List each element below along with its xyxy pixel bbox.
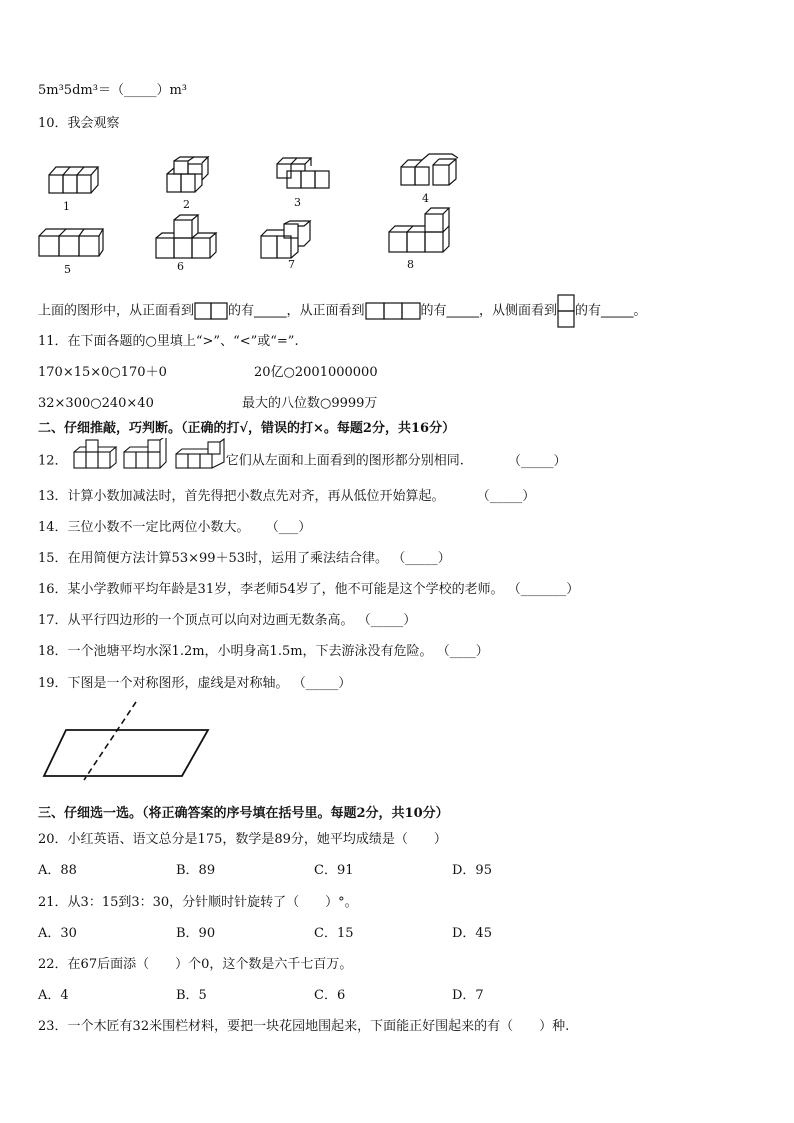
q12-number: 12． bbox=[38, 453, 68, 469]
q15-text: 15．在用简便方法计算53×99＋53时，运用了乘法结合律。 bbox=[38, 551, 389, 566]
cube-figure-1 bbox=[46, 160, 106, 200]
q17-text: 17．从平行四边形的一个顶点可以向对边画无数条高。 bbox=[38, 613, 354, 628]
cube-figure-5 bbox=[36, 224, 106, 264]
q19-answer-blank[interactable]: （_____） bbox=[292, 676, 352, 691]
figure-number-8: 8 bbox=[407, 258, 414, 271]
q21-option-b[interactable]: B．90 bbox=[176, 926, 216, 941]
q21-option-a[interactable]: A．30 bbox=[38, 926, 77, 941]
cube-figure-7 bbox=[258, 220, 316, 262]
q10-part2: 的有_____，从正面看到 bbox=[228, 303, 365, 319]
q16-text: 16．某小学教师平均年龄是31岁，李老师54岁了，他不可能是这个学校的老师。 bbox=[38, 582, 504, 597]
tf-question-19 bbox=[38, 675, 351, 693]
tf-question-15 bbox=[38, 550, 451, 568]
q11-item-4: 最大的八位数○9999万 bbox=[242, 396, 378, 411]
q22-option-a[interactable]: A．4 bbox=[38, 988, 69, 1003]
q22-option-b[interactable]: B．5 bbox=[176, 988, 207, 1003]
section2-header: 二、仔细推敲，巧判断。（正确的打√，错误的打×。每题2分，共16分） bbox=[38, 421, 456, 436]
figure-number-1: 1 bbox=[63, 200, 70, 213]
q19-text: 19．下图是一个对称图形，虚线是对称轴。 bbox=[38, 676, 289, 691]
mc-question-21: 21．从3：15到3：30，分针顺时针旋转了（ ）°。 bbox=[38, 895, 358, 910]
q10-title: 10．我会观察 bbox=[38, 116, 120, 131]
figure-number-6: 6 bbox=[177, 260, 184, 273]
cube-figure-6 bbox=[153, 214, 219, 262]
two-square-view-icon bbox=[194, 302, 228, 320]
q22-option-c[interactable]: C．6 bbox=[314, 988, 346, 1003]
parallelogram-figure bbox=[40, 700, 210, 782]
cube-figure-2 bbox=[164, 156, 218, 200]
figure-number-7: 7 bbox=[288, 258, 295, 271]
q11-item-3: 32×300○240×40 bbox=[38, 396, 154, 411]
q10-part1: 上面的图形中，从正面看到 bbox=[38, 303, 195, 319]
tf-question-17 bbox=[38, 612, 416, 630]
q14-answer-blank[interactable]: （___） bbox=[265, 520, 312, 535]
q16-answer-blank[interactable]: （_______） bbox=[507, 582, 580, 597]
q21-option-d[interactable]: D．45 bbox=[452, 926, 492, 941]
tf-question-14 bbox=[38, 519, 311, 537]
q11-title: 11．在下面各题的○里填上“>”、“<”或“=”. bbox=[38, 334, 299, 349]
tf-question-13 bbox=[38, 488, 535, 506]
q12-text: 它们从左面和上面看到的图形都分别相同. bbox=[225, 453, 464, 469]
tf-question-16 bbox=[38, 581, 579, 599]
q11-item-2: 20亿○2001000000 bbox=[254, 365, 378, 380]
q21-option-c[interactable]: C．15 bbox=[314, 926, 354, 941]
q17-answer-blank[interactable]: （_____） bbox=[357, 613, 417, 628]
q20-option-a[interactable]: A．88 bbox=[38, 863, 77, 878]
tf-question-18 bbox=[38, 643, 489, 661]
q12-answer-blank[interactable]: （_____） bbox=[507, 453, 567, 469]
q20-option-b[interactable]: B．89 bbox=[176, 863, 216, 878]
stacked-square-view-icon bbox=[557, 294, 575, 328]
q14-text: 14．三位小数不一定比两位小数大。 bbox=[38, 520, 250, 535]
q22-option-d[interactable]: D．7 bbox=[452, 988, 484, 1003]
q10-part4: 的有_____。 bbox=[575, 303, 647, 319]
q15-answer-blank[interactable]: （_____） bbox=[392, 551, 451, 566]
q13-answer-blank[interactable]: （_____） bbox=[476, 489, 536, 504]
mc-question-22: 22．在67后面添（ ）个0，这个数是六千七百万。 bbox=[38, 957, 353, 972]
figure-number-3: 3 bbox=[294, 196, 301, 209]
q20-option-c[interactable]: C．91 bbox=[314, 863, 354, 878]
figure-number-5: 5 bbox=[64, 263, 71, 276]
q20-option-d[interactable]: D．95 bbox=[452, 863, 492, 878]
q18-answer-blank[interactable]: （____） bbox=[436, 644, 489, 659]
cube-figure-8 bbox=[386, 206, 452, 258]
q9-tail: 5m³5dm³＝（_____）m³ bbox=[38, 83, 187, 98]
tf-question-12 bbox=[38, 452, 566, 471]
q18-text: 18．一个池塘平均水深1.2m，小明身高1.5m，下去游泳没有危险。 bbox=[38, 644, 433, 659]
cube-figure-4 bbox=[398, 153, 464, 193]
mc-question-20: 20．小红英语、语文总分是175，数学是89分，她平均成绩是（ ） bbox=[38, 832, 447, 847]
q10-question bbox=[38, 294, 647, 328]
figure-number-4: 4 bbox=[422, 192, 429, 205]
section3-header: 三、仔细选一选。（将正确答案的序号填在括号里。每题2分，共10分） bbox=[38, 806, 449, 821]
three-square-view-icon bbox=[365, 302, 421, 320]
cube-group-icon bbox=[72, 438, 226, 470]
q13-text: 13．计算小数加减法时，首先得把小数点先对齐，再从低位开始算起。 bbox=[38, 489, 445, 504]
q11-item-1: 170×15×0○170＋0 bbox=[38, 365, 167, 380]
cube-figure-3 bbox=[274, 156, 334, 196]
figure-number-2: 2 bbox=[183, 198, 190, 211]
mc-question-23: 23．一个木匠有32米围栏材料，要把一块花园地围起来，下面能正好围起来的有（ ）种. bbox=[38, 1019, 570, 1034]
q10-part3: 的有_____，从侧面看到 bbox=[420, 303, 558, 319]
